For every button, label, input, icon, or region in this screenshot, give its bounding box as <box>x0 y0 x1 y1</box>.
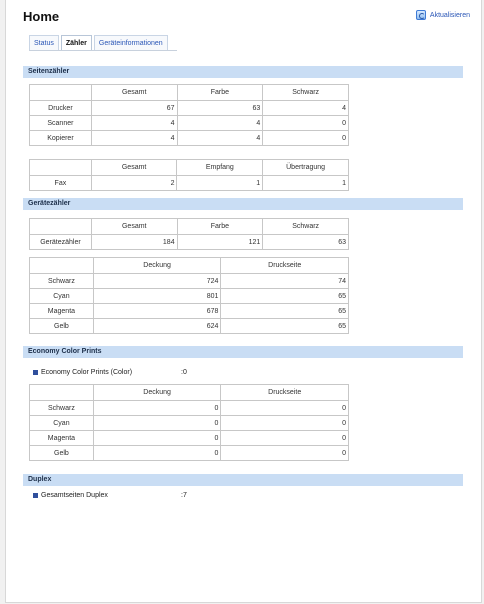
table-header-row <box>30 160 349 176</box>
bullet-icon <box>33 370 38 375</box>
table-header: Schwarz <box>263 85 349 101</box>
table-row <box>30 131 349 146</box>
section-economy-color-prints: Economy Color Prints <box>23 346 463 358</box>
cell-value: 63 <box>263 235 349 250</box>
tab-zaehler[interactable]: Zähler <box>61 35 92 51</box>
table-header-row <box>30 219 349 235</box>
cell-value: 74 <box>221 274 349 289</box>
cell-value: 0 <box>93 431 221 446</box>
table-row <box>30 319 349 334</box>
row-label: Cyan <box>30 289 94 304</box>
table-header: Farbe <box>177 85 263 101</box>
cell-value: 0 <box>263 116 349 131</box>
table-header: Gesamt <box>91 219 177 235</box>
duplex-line <box>33 492 187 499</box>
table-header: Farbe <box>177 219 263 235</box>
economy-label: Economy Color Prints (Color) <box>41 369 133 376</box>
page-title: Home <box>23 9 60 24</box>
table-row <box>30 235 349 250</box>
section-duplex: Duplex <box>23 474 463 486</box>
table-header: Druckseite <box>221 258 349 274</box>
tab-bar <box>29 35 168 50</box>
cell-value: 184 <box>91 235 177 250</box>
cell-value: 67 <box>91 101 177 116</box>
geraetezaehler-table <box>29 218 349 250</box>
economy-table <box>29 384 349 461</box>
cell-value: 0 <box>221 431 349 446</box>
table-row <box>30 401 349 416</box>
cell-value: 678 <box>93 304 221 319</box>
cell-value: 624 <box>93 319 221 334</box>
table-header: Übertragung <box>263 160 349 176</box>
table-header: Deckung <box>93 385 221 401</box>
table-row <box>30 101 349 116</box>
row-label: Cyan <box>30 416 94 431</box>
table-header <box>30 219 92 235</box>
deckung-table <box>29 257 349 334</box>
row-label: Gelb <box>30 319 94 334</box>
cell-value: 0 <box>93 446 221 461</box>
fax-table <box>29 159 349 191</box>
cell-value: 65 <box>221 319 349 334</box>
cell-value: 0 <box>93 401 221 416</box>
table-header-row <box>30 258 349 274</box>
row-label: Magenta <box>30 431 94 446</box>
cell-value: 801 <box>93 289 221 304</box>
cell-value: 0 <box>263 131 349 146</box>
table-header-row <box>30 85 349 101</box>
section-geraetezaehler: Gerätezähler <box>23 198 463 210</box>
refresh-icon <box>416 10 426 20</box>
cell-value: 724 <box>93 274 221 289</box>
table-row <box>30 446 349 461</box>
row-label: Drucker <box>30 101 92 116</box>
cell-value: 2 <box>91 176 177 191</box>
tab-divider <box>29 50 177 51</box>
table-row <box>30 431 349 446</box>
table-row <box>30 289 349 304</box>
row-label: Magenta <box>30 304 94 319</box>
row-label: Gelb <box>30 446 94 461</box>
cell-value: 1 <box>177 176 263 191</box>
table-row <box>30 274 349 289</box>
row-label: Schwarz <box>30 274 94 289</box>
row-label: Gerätezähler <box>30 235 92 250</box>
refresh-button[interactable] <box>416 10 470 20</box>
cell-value: 4 <box>177 131 263 146</box>
cell-value: 4 <box>177 116 263 131</box>
table-header: Gesamt <box>91 85 177 101</box>
table-header: Gesamt <box>91 160 177 176</box>
table-header-row <box>30 385 349 401</box>
table-header <box>30 258 94 274</box>
row-label: Fax <box>30 176 92 191</box>
cell-value: 65 <box>221 289 349 304</box>
bullet-icon <box>33 493 38 498</box>
row-label: Scanner <box>30 116 92 131</box>
refresh-label: Aktualisieren <box>429 11 470 19</box>
tab-status[interactable]: Status <box>29 35 59 51</box>
cell-value: 63 <box>177 101 263 116</box>
cell-value: 4 <box>91 116 177 131</box>
cell-value: 0 <box>93 416 221 431</box>
table-header: Empfang <box>177 160 263 176</box>
table-row <box>30 304 349 319</box>
cell-value: 4 <box>91 131 177 146</box>
row-label: Kopierer <box>30 131 92 146</box>
cell-value: 65 <box>221 304 349 319</box>
row-label: Schwarz <box>30 401 94 416</box>
cell-value: 0 <box>221 401 349 416</box>
table-header: Druckseite <box>221 385 349 401</box>
table-row <box>30 176 349 191</box>
cell-value: 0 <box>221 416 349 431</box>
table-header: Schwarz <box>263 219 349 235</box>
table-header <box>30 160 92 176</box>
duplex-value: :7 <box>181 492 187 499</box>
table-row <box>30 116 349 131</box>
economy-color-prints-line <box>33 369 187 376</box>
cell-value: 0 <box>221 446 349 461</box>
section-seitenzaehler: Seitenzähler <box>23 66 463 78</box>
table-header: Deckung <box>93 258 221 274</box>
duplex-label: Gesamtseiten Duplex <box>41 492 108 499</box>
table-row <box>30 416 349 431</box>
seitenzaehler-table <box>29 84 349 146</box>
tab-geraeteinformationen[interactable]: Geräteinformationen <box>94 35 168 51</box>
table-header <box>30 385 94 401</box>
cell-value: 4 <box>263 101 349 116</box>
table-header <box>30 85 92 101</box>
cell-value: 1 <box>263 176 349 191</box>
economy-value: :0 <box>181 369 187 376</box>
cell-value: 121 <box>177 235 263 250</box>
